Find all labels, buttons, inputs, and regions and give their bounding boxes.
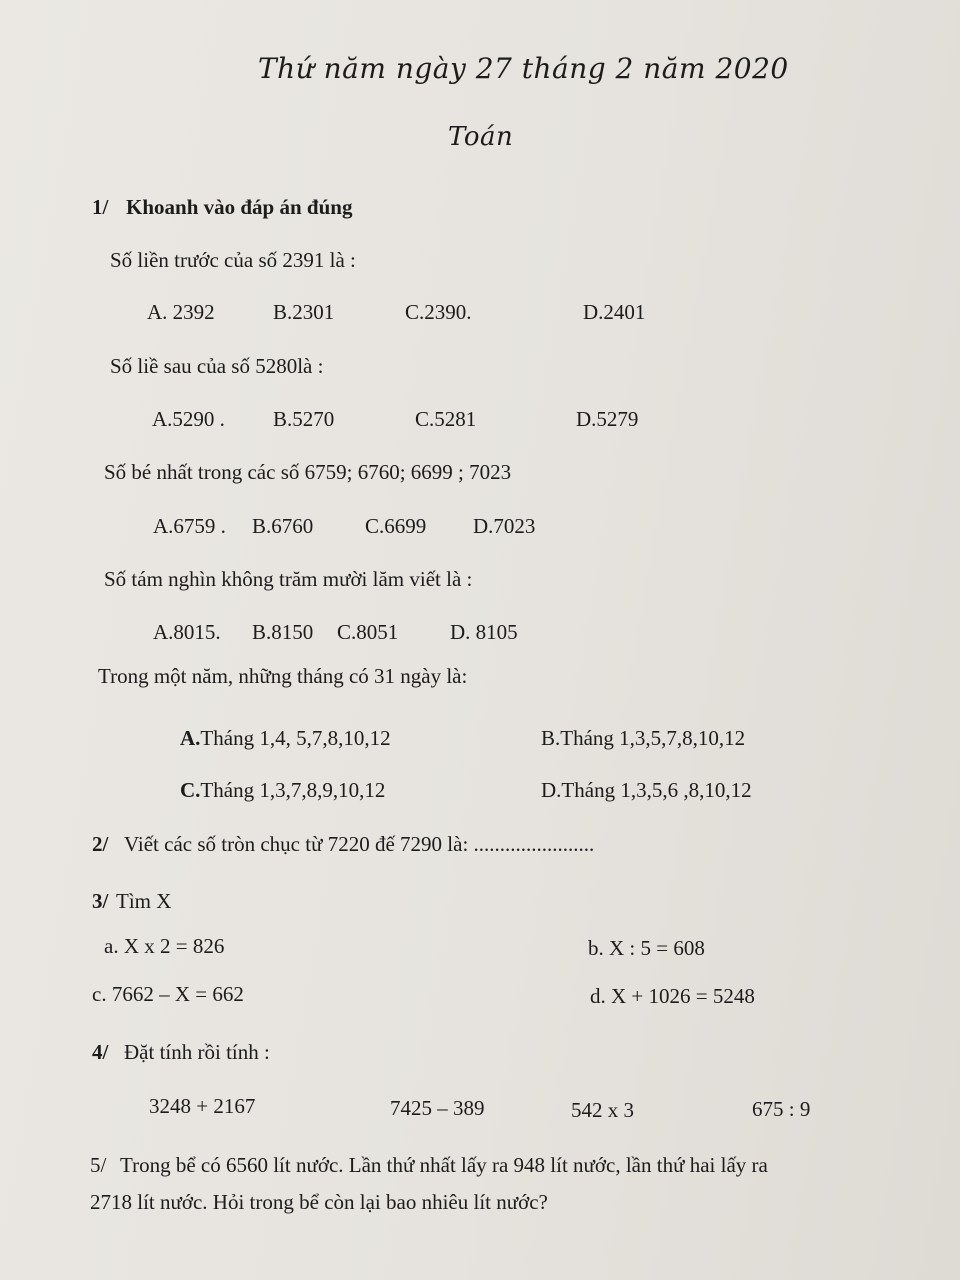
q1-title: Khoanh vào đáp án đúng [126, 195, 353, 219]
q1a-option-a: A. 2392 [147, 300, 215, 324]
option-letter: D. [541, 778, 562, 802]
q1c-option-a: A.6759 . [153, 514, 226, 538]
q1e-option-a [180, 726, 391, 751]
q1b-option-d: D.5279 [576, 407, 639, 431]
q4-title: Đặt tính rồi tính : [124, 1040, 270, 1064]
q1c-prompt: Số bé nhất trong các số 6759; 6760; 6699 ; 7023 [104, 460, 512, 484]
subject-heading: Toán [448, 122, 514, 152]
option-letter: A. [180, 726, 201, 750]
q1c-option-d: D.7023 [473, 514, 536, 538]
q1-number: 1/ [92, 195, 109, 219]
q1a-option-b: B.2301 [273, 300, 335, 324]
q4-item-1: 3248 + 2167 [149, 1094, 256, 1118]
q2-number: 2/ [92, 832, 109, 856]
q1e-option-b [541, 726, 745, 751]
q4-item-2: 7425 – 389 [390, 1096, 485, 1120]
q1a-option-d: D.2401 [583, 300, 646, 324]
option-text: Tháng 1,3,7,8,9,10,12 [200, 778, 386, 802]
q5-number: 5/ [90, 1153, 107, 1177]
q1b-option-c: C.5281 [415, 407, 477, 431]
q1d-option-c: C.8051 [337, 620, 399, 644]
q5-line2: 2718 lít nước. Hỏi trong bể còn lại bao nhiêu lít nước? [90, 1190, 548, 1214]
q1b-prompt: Số liề sau của số 5280là : [110, 354, 324, 378]
q1c-option-c: C.6699 [365, 514, 427, 538]
q1b-option-b: B.5270 [273, 407, 335, 431]
q3-title: Tìm X [116, 889, 172, 913]
q5-line1: Trong bể có 6560 lít nước. Lần thứ nhất lấy ra 948 lít nước, lần thứ hai lấy ra [120, 1153, 768, 1177]
q1d-option-b: B.8150 [252, 620, 314, 644]
q2-text: Viết các số tròn chục từ 7220 đế 7290 là: ....................... [124, 832, 595, 856]
q1a-prompt: Số liền trước của số 2391 là : [110, 248, 356, 272]
q1e-option-d [541, 778, 752, 803]
q1d-option-a: A.8015. [153, 620, 221, 644]
q4-number: 4/ [92, 1040, 109, 1064]
option-letter: C. [180, 778, 201, 802]
q3-item-c: c. 7662 – X = 662 [92, 982, 244, 1006]
q3-item-b: b. X : 5 = 608 [588, 936, 705, 960]
q1c-option-b: B.6760 [252, 514, 314, 538]
q3-item-a: a. X x 2 = 826 [104, 934, 225, 958]
q4-item-4: 675 : 9 [752, 1097, 811, 1121]
q3-number: 3/ [92, 889, 109, 913]
q1d-option-d: D. 8105 [450, 620, 518, 644]
date-heading: Thứ năm ngày 27 tháng 2 năm 2020 [258, 52, 789, 85]
q1a-option-c: C.2390. [405, 300, 472, 324]
q1e-option-c [180, 778, 385, 803]
q4-item-3: 542 x 3 [571, 1098, 634, 1122]
option-letter: B. [541, 726, 561, 750]
option-text: Tháng 1,3,5,7,8,10,12 [560, 726, 746, 750]
q3-item-d: d. X + 1026 = 5248 [590, 984, 755, 1008]
q1b-option-a: A.5290 . [152, 407, 225, 431]
q1e-prompt: Trong một năm, những tháng có 31 ngày là: [98, 664, 468, 688]
option-text: Tháng 1,4, 5,7,8,10,12 [200, 726, 391, 750]
q1d-prompt: Số tám nghìn không trăm mười lăm viết là : [104, 567, 473, 591]
option-text: Tháng 1,3,5,6 ,8,10,12 [561, 778, 752, 802]
